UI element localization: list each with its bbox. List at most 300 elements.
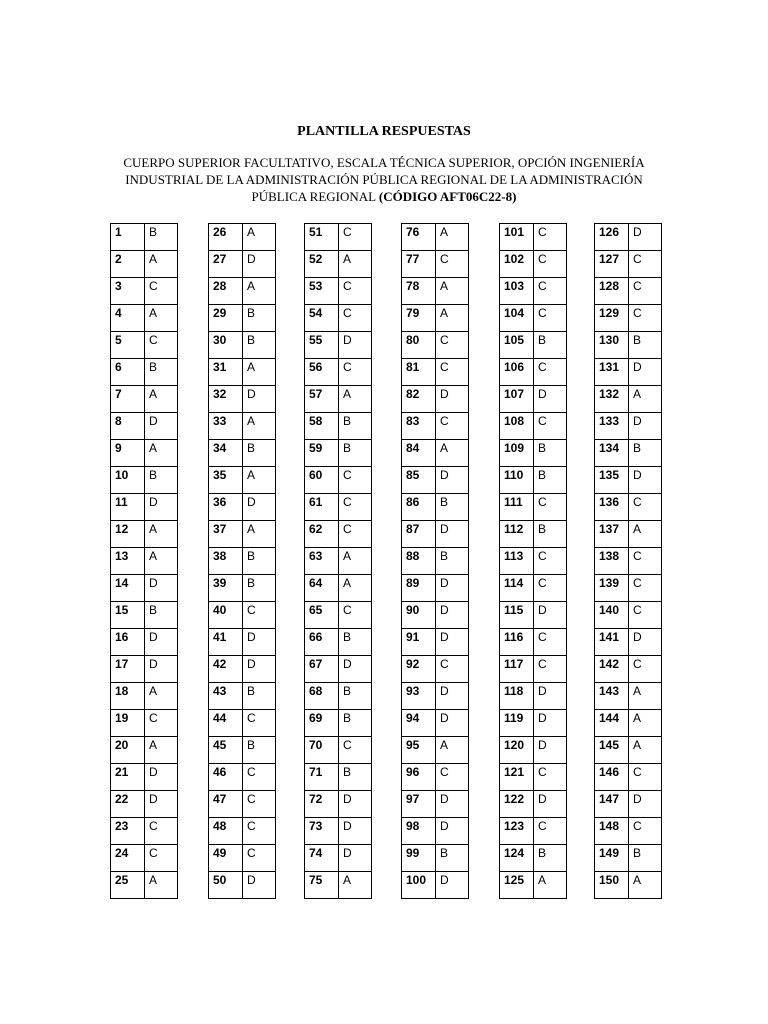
question-number: 59: [305, 440, 339, 467]
table-row: [305, 629, 372, 656]
table-row: [111, 359, 178, 386]
answer-letter: B: [436, 548, 469, 575]
answer-letter: D: [534, 737, 567, 764]
question-number: 97: [402, 791, 436, 818]
table-row: [402, 359, 469, 386]
answer-letter: B: [243, 305, 276, 332]
table-row: [500, 467, 567, 494]
table-row: [209, 251, 276, 278]
answer-letter: C: [243, 602, 276, 629]
table-row: [209, 656, 276, 683]
question-number: 60: [305, 467, 339, 494]
answer-letter: C: [629, 656, 662, 683]
question-number: 93: [402, 683, 436, 710]
question-number: 105: [500, 332, 534, 359]
question-number: 39: [209, 575, 243, 602]
answer-letter: B: [243, 575, 276, 602]
question-number: 34: [209, 440, 243, 467]
answer-letter: C: [145, 845, 178, 872]
answer-letter: C: [629, 575, 662, 602]
table-row: [500, 359, 567, 386]
table-row: [500, 764, 567, 791]
table-row: [111, 683, 178, 710]
answer-letter: A: [145, 683, 178, 710]
question-number: 38: [209, 548, 243, 575]
table-row: [500, 845, 567, 872]
table-row: [305, 440, 372, 467]
answer-letter: D: [534, 386, 567, 413]
question-number: 99: [402, 845, 436, 872]
table-row: [209, 764, 276, 791]
question-number: 70: [305, 737, 339, 764]
question-number: 69: [305, 710, 339, 737]
answer-table: [401, 223, 469, 899]
question-number: 55: [305, 332, 339, 359]
answer-letter: B: [243, 332, 276, 359]
question-number: 106: [500, 359, 534, 386]
question-number: 43: [209, 683, 243, 710]
answer-letter: A: [145, 386, 178, 413]
answer-letter: D: [436, 683, 469, 710]
question-number: 85: [402, 467, 436, 494]
table-row: [111, 818, 178, 845]
question-number: 67: [305, 656, 339, 683]
table-row: [402, 791, 469, 818]
question-number: 86: [402, 494, 436, 521]
question-number: 22: [111, 791, 145, 818]
table-row: [402, 494, 469, 521]
table-row: [500, 521, 567, 548]
table-row: [305, 845, 372, 872]
answer-letter: B: [629, 845, 662, 872]
table-row: [500, 224, 567, 251]
answer-letter: B: [534, 332, 567, 359]
answer-letter: A: [243, 224, 276, 251]
question-number: 88: [402, 548, 436, 575]
answer-letter: C: [534, 251, 567, 278]
question-number: 30: [209, 332, 243, 359]
question-number: 119: [500, 710, 534, 737]
answer-table: [208, 223, 276, 899]
table-row: [402, 575, 469, 602]
answer-letter: B: [339, 764, 372, 791]
table-row: [595, 224, 662, 251]
answer-letter: B: [534, 467, 567, 494]
question-number: 46: [209, 764, 243, 791]
question-number: 45: [209, 737, 243, 764]
answer-letter: B: [243, 548, 276, 575]
table-row: [595, 575, 662, 602]
question-number: 109: [500, 440, 534, 467]
answer-letter: D: [339, 332, 372, 359]
answer-letter: A: [145, 737, 178, 764]
table-row: [209, 602, 276, 629]
table-row: [595, 440, 662, 467]
question-number: 20: [111, 737, 145, 764]
question-number: 144: [595, 710, 629, 737]
question-number: 108: [500, 413, 534, 440]
answer-letter: B: [243, 737, 276, 764]
answer-letter: D: [436, 791, 469, 818]
answer-letter: C: [534, 818, 567, 845]
table-row: [402, 683, 469, 710]
answer-letter: C: [534, 629, 567, 656]
question-number: 73: [305, 818, 339, 845]
answer-letter: C: [339, 224, 372, 251]
question-number: 121: [500, 764, 534, 791]
question-number: 116: [500, 629, 534, 656]
table-row: [595, 386, 662, 413]
answer-letter: A: [629, 710, 662, 737]
table-row: [209, 278, 276, 305]
table-row: [402, 737, 469, 764]
answer-letter: D: [243, 386, 276, 413]
answer-letter: C: [534, 575, 567, 602]
question-number: 114: [500, 575, 534, 602]
table-row: [402, 224, 469, 251]
table-row: [305, 521, 372, 548]
table-row: [500, 629, 567, 656]
table-row: [111, 602, 178, 629]
answer-letter: C: [534, 764, 567, 791]
answer-letter: C: [629, 278, 662, 305]
table-row: [209, 791, 276, 818]
answer-letter: A: [629, 683, 662, 710]
table-row: [209, 332, 276, 359]
table-row: [402, 278, 469, 305]
answer-letter: D: [436, 818, 469, 845]
answer-letter: B: [145, 224, 178, 251]
answer-letter: A: [145, 548, 178, 575]
answer-letter: D: [436, 872, 469, 899]
table-row: [111, 413, 178, 440]
answer-letter: C: [243, 764, 276, 791]
table-row: [305, 737, 372, 764]
question-number: 117: [500, 656, 534, 683]
table-row: [305, 656, 372, 683]
answer-letter: D: [243, 251, 276, 278]
question-number: 79: [402, 305, 436, 332]
answer-letter: B: [339, 629, 372, 656]
table-row: [500, 575, 567, 602]
table-row: [305, 278, 372, 305]
table-row: [500, 737, 567, 764]
table-row: [111, 332, 178, 359]
answer-letter: C: [436, 413, 469, 440]
question-number: 2: [111, 251, 145, 278]
table-row: [305, 359, 372, 386]
table-row: [209, 305, 276, 332]
table-row: [209, 548, 276, 575]
table-row: [595, 413, 662, 440]
answer-letter: C: [339, 737, 372, 764]
question-number: 4: [111, 305, 145, 332]
question-number: 133: [595, 413, 629, 440]
table-row: [209, 440, 276, 467]
answer-letter: C: [243, 710, 276, 737]
table-row: [595, 629, 662, 656]
question-number: 132: [595, 386, 629, 413]
question-number: 65: [305, 602, 339, 629]
table-row: [595, 710, 662, 737]
table-row: [305, 548, 372, 575]
answer-letter: D: [339, 818, 372, 845]
table-row: [209, 872, 276, 899]
question-number: 9: [111, 440, 145, 467]
table-row: [209, 575, 276, 602]
table-row: [402, 872, 469, 899]
question-number: 120: [500, 737, 534, 764]
table-row: [305, 332, 372, 359]
answer-letter: D: [436, 602, 469, 629]
answer-letter: C: [436, 656, 469, 683]
answer-letter: A: [629, 872, 662, 899]
table-row: [595, 251, 662, 278]
question-number: 98: [402, 818, 436, 845]
question-number: 127: [595, 251, 629, 278]
answer-letter: D: [339, 656, 372, 683]
answer-letter: C: [145, 818, 178, 845]
table-row: [111, 278, 178, 305]
table-row: [500, 305, 567, 332]
question-number: 115: [500, 602, 534, 629]
question-number: 6: [111, 359, 145, 386]
question-number: 149: [595, 845, 629, 872]
question-number: 102: [500, 251, 534, 278]
question-number: 68: [305, 683, 339, 710]
answer-letter: A: [145, 521, 178, 548]
table-row: [402, 332, 469, 359]
answer-letter: D: [436, 467, 469, 494]
question-number: 51: [305, 224, 339, 251]
answer-letter: C: [243, 818, 276, 845]
table-row: [209, 386, 276, 413]
answer-letter: D: [243, 629, 276, 656]
answer-letter: C: [145, 278, 178, 305]
table-row: [595, 872, 662, 899]
question-number: 128: [595, 278, 629, 305]
question-number: 44: [209, 710, 243, 737]
table-row: [595, 359, 662, 386]
answer-table: [110, 223, 178, 899]
answer-letter: A: [629, 737, 662, 764]
answer-letter: A: [145, 872, 178, 899]
question-number: 122: [500, 791, 534, 818]
answer-letter: D: [243, 872, 276, 899]
answer-letter: D: [436, 629, 469, 656]
table-row: [595, 305, 662, 332]
answer-letter: B: [145, 467, 178, 494]
question-number: 146: [595, 764, 629, 791]
answer-table: [499, 223, 567, 899]
question-number: 136: [595, 494, 629, 521]
table-row: [209, 845, 276, 872]
answer-letter: A: [436, 278, 469, 305]
table-row: [305, 251, 372, 278]
question-number: 134: [595, 440, 629, 467]
answer-letter: B: [243, 683, 276, 710]
table-row: [595, 845, 662, 872]
question-number: 19: [111, 710, 145, 737]
answer-letter: C: [534, 548, 567, 575]
table-row: [209, 629, 276, 656]
question-number: 110: [500, 467, 534, 494]
table-row: [305, 494, 372, 521]
answer-letter: D: [339, 791, 372, 818]
answer-letter: A: [339, 251, 372, 278]
table-row: [402, 386, 469, 413]
answer-letter: D: [436, 386, 469, 413]
question-number: 140: [595, 602, 629, 629]
table-row: [111, 656, 178, 683]
question-number: 148: [595, 818, 629, 845]
table-row: [402, 602, 469, 629]
answer-letter: C: [534, 656, 567, 683]
question-number: 126: [595, 224, 629, 251]
answer-letter: C: [534, 494, 567, 521]
answer-letter: C: [629, 602, 662, 629]
question-number: 5: [111, 332, 145, 359]
answer-letter: D: [145, 413, 178, 440]
table-row: [500, 413, 567, 440]
table-row: [500, 683, 567, 710]
question-number: 28: [209, 278, 243, 305]
table-row: [111, 494, 178, 521]
question-number: 137: [595, 521, 629, 548]
question-number: 138: [595, 548, 629, 575]
question-number: 75: [305, 872, 339, 899]
question-number: 33: [209, 413, 243, 440]
answer-letter: C: [339, 521, 372, 548]
question-number: 139: [595, 575, 629, 602]
answer-letter: A: [436, 440, 469, 467]
table-row: [402, 710, 469, 737]
answer-letter: C: [436, 332, 469, 359]
question-number: 76: [402, 224, 436, 251]
question-number: 15: [111, 602, 145, 629]
question-number: 94: [402, 710, 436, 737]
answer-letter: C: [243, 791, 276, 818]
table-row: [305, 764, 372, 791]
question-number: 24: [111, 845, 145, 872]
question-number: 35: [209, 467, 243, 494]
table-row: [402, 548, 469, 575]
table-row: [209, 521, 276, 548]
table-row: [305, 818, 372, 845]
answer-letter: A: [436, 224, 469, 251]
answer-letter: A: [339, 386, 372, 413]
question-number: 83: [402, 413, 436, 440]
question-number: 25: [111, 872, 145, 899]
question-number: 80: [402, 332, 436, 359]
answer-letter: D: [436, 521, 469, 548]
question-number: 53: [305, 278, 339, 305]
question-number: 1: [111, 224, 145, 251]
answer-letter: B: [145, 359, 178, 386]
answer-letter: A: [243, 359, 276, 386]
question-number: 111: [500, 494, 534, 521]
table-row: [402, 656, 469, 683]
question-number: 11: [111, 494, 145, 521]
question-number: 123: [500, 818, 534, 845]
answer-letter: A: [534, 872, 567, 899]
answer-letter: B: [534, 521, 567, 548]
table-row: [402, 467, 469, 494]
answer-letter: A: [145, 251, 178, 278]
page-subtitle: [119, 154, 649, 205]
table-row: [402, 629, 469, 656]
answer-letter: B: [629, 440, 662, 467]
question-number: 31: [209, 359, 243, 386]
table-row: [209, 737, 276, 764]
table-row: [500, 872, 567, 899]
table-row: [111, 548, 178, 575]
question-number: 107: [500, 386, 534, 413]
answer-letter: A: [629, 386, 662, 413]
table-row: [111, 764, 178, 791]
question-number: 125: [500, 872, 534, 899]
table-row: [111, 386, 178, 413]
answer-letter: A: [243, 521, 276, 548]
question-number: 3: [111, 278, 145, 305]
question-number: 77: [402, 251, 436, 278]
answer-table: [304, 223, 372, 899]
question-number: 90: [402, 602, 436, 629]
answer-letter: C: [629, 251, 662, 278]
answer-table: [594, 223, 662, 899]
answer-letter: B: [243, 440, 276, 467]
answer-letter: C: [243, 845, 276, 872]
question-number: 49: [209, 845, 243, 872]
table-row: [111, 710, 178, 737]
question-number: 23: [111, 818, 145, 845]
question-number: 147: [595, 791, 629, 818]
answer-letter: D: [145, 575, 178, 602]
question-number: 91: [402, 629, 436, 656]
answer-letter: D: [534, 683, 567, 710]
answer-letter: D: [629, 791, 662, 818]
answer-letter: D: [534, 602, 567, 629]
answer-letter: C: [534, 305, 567, 332]
question-number: 100: [402, 872, 436, 899]
table-row: [305, 791, 372, 818]
table-row: [209, 494, 276, 521]
table-row: [595, 548, 662, 575]
question-number: 42: [209, 656, 243, 683]
table-row: [111, 440, 178, 467]
table-row: [500, 386, 567, 413]
answer-letter: C: [339, 467, 372, 494]
question-number: 96: [402, 764, 436, 791]
answer-letter: A: [243, 278, 276, 305]
table-row: [111, 629, 178, 656]
answer-letter: D: [436, 575, 469, 602]
question-number: 104: [500, 305, 534, 332]
question-number: 10: [111, 467, 145, 494]
table-row: [500, 791, 567, 818]
answer-letter: C: [629, 494, 662, 521]
answer-letter: D: [534, 791, 567, 818]
answer-letter: D: [629, 629, 662, 656]
question-number: 36: [209, 494, 243, 521]
answer-letter: C: [534, 359, 567, 386]
table-row: [111, 872, 178, 899]
question-number: 103: [500, 278, 534, 305]
table-row: [209, 413, 276, 440]
question-number: 17: [111, 656, 145, 683]
table-row: [500, 818, 567, 845]
answer-letter: D: [145, 791, 178, 818]
